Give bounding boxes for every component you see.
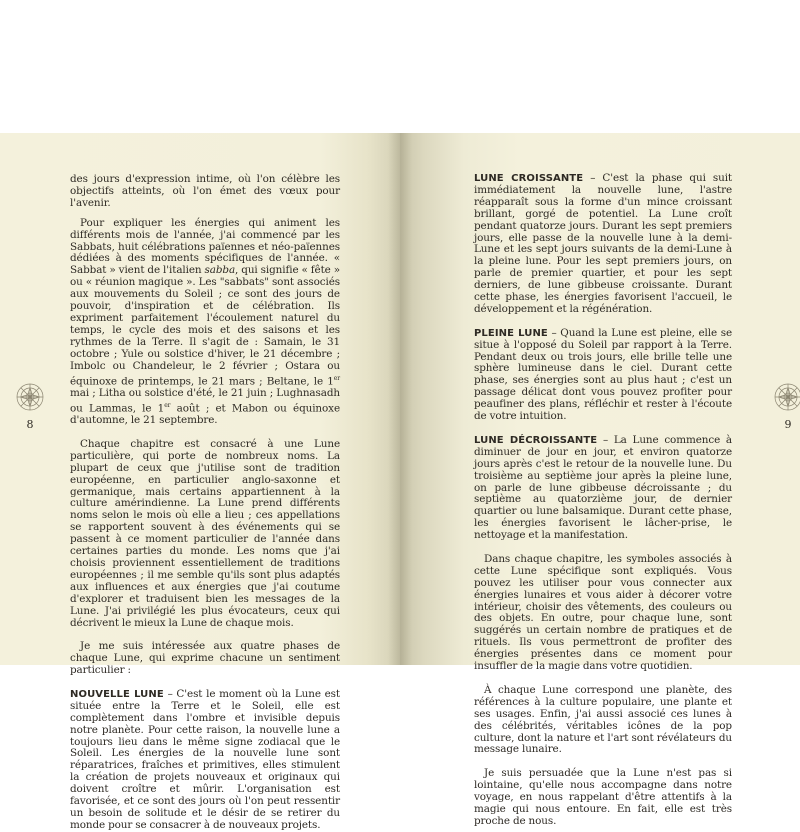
page-number: 9 [784, 418, 792, 431]
paragraph: PLEINE LUNE – Quand la Lune est pleine, elle se situe à l'opposé du Soleil par rapport à la Terre. Pendant deux ou trois jours, elle brille telle une sphère lumineuse dans le ciel. Durant cette phase, ses énergies sont au plus haut ; c'est un passage délicat dont vous pouvez profiter pour peaufiner des plans, réfléchir et rester à l'écoute de votre intuition. [474, 326, 732, 423]
paragraph: Je me suis intéressée aux quatre phases de chaque Lune, qui exprime chacune un sentiment particulier : [70, 640, 340, 677]
paragraph: LUNE DÉCROISSANTE – La Lune commence à diminuer de jour en jour, et environ quatorze jours après c'est le retour de la nouvelle lune. Du troisième au septième jour après la pleine lune, on parle de lune gibbeuse décroissante ; du septième au quatorzième jour, de dernier quartier ou lune balsamique. Durant cette phase, les énergies favorisent le lâcher-prise, le nettoyage et la manifestation. [474, 433, 732, 542]
paragraph: des jours d'expression intime, où l'on célèbre les objectifs atteints, où l'on émet des vœux pour l'avenir. [70, 173, 340, 209]
section-heading: NOUVELLE LUNE [70, 688, 164, 700]
paragraph: Dans chaque chapitre, les symboles associés à cette Lune spécifique sont expliqués. Vous pouvez les utiliser pour vous connecter aux énergies lunaires et vous aider à décorer votre intérieur, choisir des vêtements, des couleurs ou des objets. En outre, pour chaque lune, sont suggérés un certain nombre de pratiques et de rituels. Ils vous permettront de profiter des énergies présentes dans ce moment pour insuffler de la magie dans votre quotidien. [474, 552, 732, 673]
page-number: 8 [26, 418, 34, 431]
book-spine-shadow [388, 133, 412, 665]
mandala-ornament-icon [15, 382, 45, 412]
paragraph: LUNE CROISSANTE – C'est la phase qui suit immédiatement la nouvelle lune, l'astre réapparaît sous la forme d'un mince croissant brillant, gorgé de potentiel. La Lune croît pendant quatorze jours. Durant les sept premiers jours, elle passe de la nouvelle lune à la demi-Lune et les sept jours suivants de la demi-Lune à la pleine lune. Pour les sept premiers jours, on parle de premier quartier, et pour les sept derniers, de lune gibbeuse croissante. Durant cette phase, les énergies favorisent l'accueil, le développement et la régénération. [474, 172, 732, 315]
mandala-ornament-icon [773, 382, 800, 412]
section-heading: LUNE CROISSANTE [474, 173, 584, 184]
italic-word: sabba [204, 264, 236, 277]
paragraph: NOUVELLE LUNE – C'est le moment où la Lune est située entre la Terre et le Soleil, elle est complètement dans l'ombre et invisible depuis notre planète. Pour cette raison, la nouvelle lune a toujours lieu dans le même signe zodiacal que le Soleil. Les énergies de la nouvelle lune sont réparatrices, fraîches et primitives, elles stimulent la création de projets nouveaux et originaux qui doivent croître et mûrir. L'organisation est favorisée, et ce sont des jours où l'on peut ressentir un besoin de solitude et le désir de se retirer du monde pour se consacrer à de nouveaux projets. [70, 687, 340, 831]
paragraph: À chaque Lune correspond une planète, des références à la culture populaire, une plante et ses usages. Enfin, j'ai aussi associé ces lunes à des célébrités, véritables icônes de la pop culture, dont la nature et l'art sont révélateurs du message lunaire. [474, 683, 732, 756]
left-page-text [70, 174, 340, 832]
section-heading: PLEINE LUNE [474, 327, 548, 339]
paragraph: Pour expliquer les énergies qui animent les différents mois de l'année, j'ai commencé par les Sabbats, huit célébrations païennes et néo-païennes dédiées à des moments spécifiques de l'année. « Sabbat » vient de l'italien sabba, qui signifie « fête » ou « réunion magique ». Les "sabbats" sont associés aux mouvements du Soleil ; ce sont des jours de pouvoir, d'inspiration et de célébration. Ils expriment parfaitement l'écoulement naturel du temps, le cycle des mois et des saisons et les rythmes de la Terre. Il s'agit de : Samain, le 31 octobre ; Yule ou solstice d'hiver, le 21 décembre ; Imbolc ou Chandeleur, le 2 février ; Ostara ou équinoxe de printemps, le 21 mars ; Beltane, le 1er mai ; Litha ou solstice d'été, le 21 juin ; Lughnasadh ou Lammas, le 1er août ; et Mabon ou équinoxe d'automne, le 21 septembre. [70, 216, 340, 427]
section-heading: LUNE DÉCROISSANTE [474, 434, 598, 446]
paragraph: Chaque chapitre est consacré à une Lune particulière, qui porte de nombreux noms. La plupart de ceux que j'utilise sont de tradition européenne, en particulier anglo-saxonne et germanique, mais certains appartiennent à la culture amérindienne. La Lune prend différents noms selon le mois où elle a lieu ; ces appellations se rapportent souvent à des événements qui se passent à ce moment particulier de l'année dans certaines parties du monde. Les noms que j'ai choisis proviennent essentiellement de traditions européennes ; il me semble qu'ils sont plus adaptés aux influences et aux énergies que j'ai coutume d'explorer et traduisent bien les messages de la Lune. J'ai privilégié les plus évocateurs, ceux qui décrivent le mieux la Lune de chaque mois. [70, 437, 340, 629]
right-page-text [474, 173, 732, 828]
paragraph: Je suis persuadée que la Lune n'est pas si lointaine, qu'elle nous accompagne dans notre voyage, en nous rappelant d'être attentifs à la magie qui nous entoure. En fait, elle est très proche de nous. [474, 767, 732, 827]
